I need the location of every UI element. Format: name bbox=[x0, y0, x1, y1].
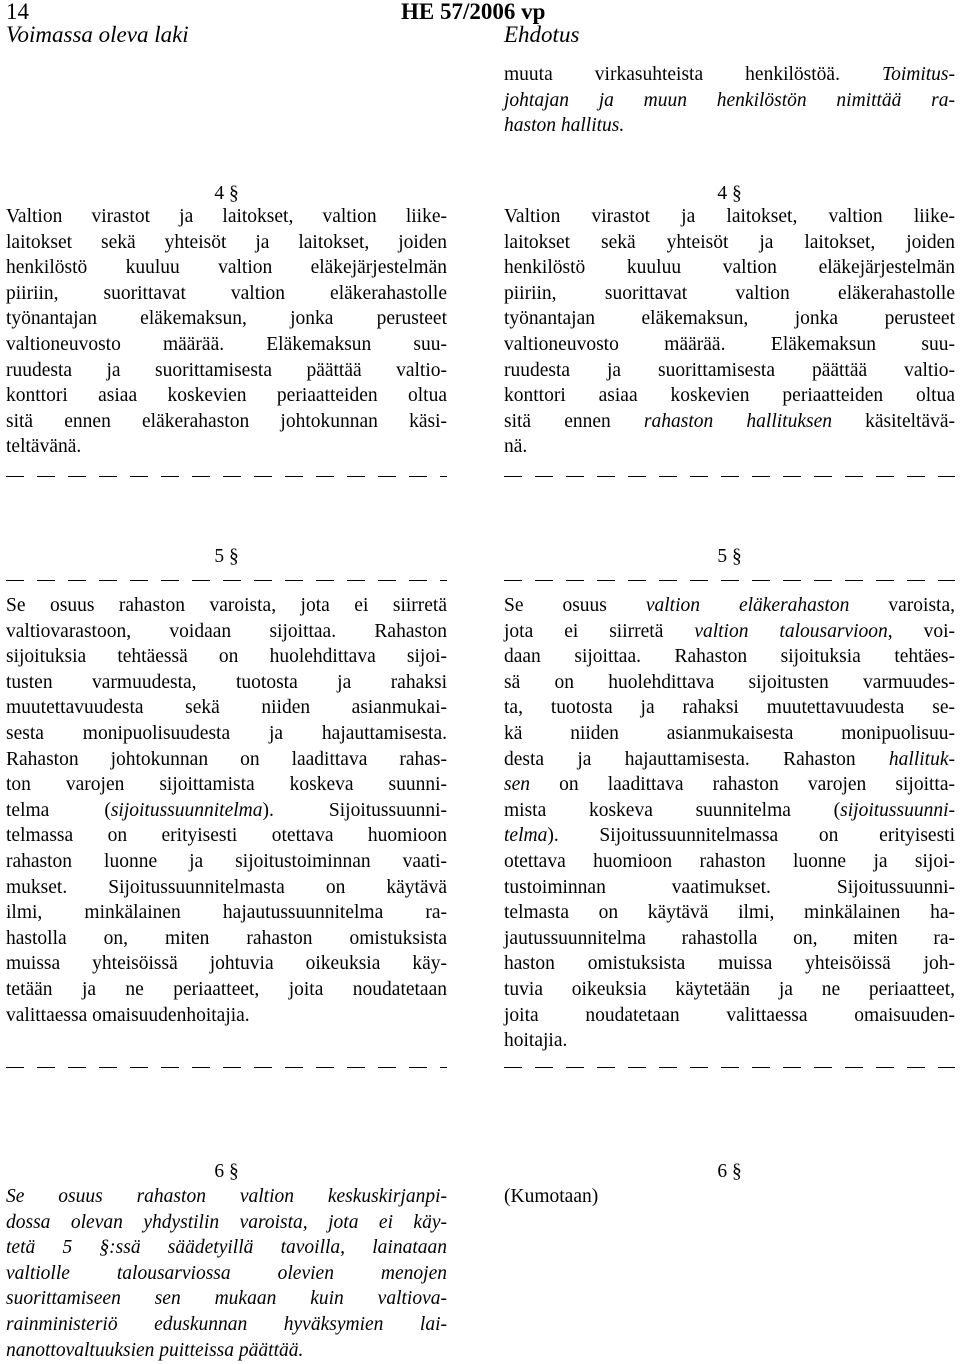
text-segment: ). Sijoitussuunnitelmassa on erityisesti bbox=[547, 825, 955, 847]
text-line bbox=[6, 926, 447, 952]
text-line bbox=[6, 977, 447, 1003]
text-line bbox=[6, 434, 447, 460]
text-line bbox=[6, 383, 447, 409]
text-line bbox=[6, 900, 447, 926]
text-line bbox=[6, 721, 447, 747]
text-segment: otettava huomioon rahaston luonne ja sijoi- bbox=[504, 850, 955, 872]
text-segment: Se osuus rahaston varoista, jota ei siirretä bbox=[6, 595, 447, 616]
document-id: HE 57/2006 vp bbox=[401, 0, 546, 24]
text-segment: Rahaston johtokunnan on laadittava rahas- bbox=[6, 748, 447, 770]
italic-segment: nanottovaltuuksien puitteissa päättää. bbox=[6, 1339, 304, 1361]
text-segment: piiriin, suorittavat valtion eläkerahastolle bbox=[6, 282, 447, 304]
text-line bbox=[6, 747, 447, 773]
text-segment: sitä ennen eläkerahaston johtokunnan käsi- bbox=[6, 410, 447, 432]
text-segment: Valtion virastot ja laitokset, valtion liike- bbox=[504, 206, 955, 227]
text-line bbox=[504, 593, 955, 619]
text-line bbox=[6, 695, 447, 721]
italic-segment: sijoitussuunnitelma bbox=[110, 799, 263, 821]
text-line bbox=[504, 332, 955, 358]
text-segment: valtioneuvosto määrää. Eläkemaksun suu- bbox=[504, 333, 955, 355]
text-segment: muissa yhteisöissä johtuvia oikeuksia käy- bbox=[6, 953, 447, 975]
text-line bbox=[6, 306, 447, 332]
text-segment: valittaessa omaisuudenhoitajia. bbox=[6, 1004, 250, 1026]
italic-segment: suorittamiseen sen mukaan kuin valtiova- bbox=[6, 1288, 447, 1310]
text-line bbox=[504, 1003, 955, 1029]
text-segment: ). Sijoitussuunni- bbox=[262, 799, 447, 821]
text-line bbox=[504, 644, 955, 670]
text-line bbox=[6, 619, 447, 645]
text-line bbox=[504, 670, 955, 696]
text-segment: ilmi, minkälainen hajautussuunnitelma ra- bbox=[6, 902, 447, 924]
text-line bbox=[504, 977, 955, 1003]
section-6-heading-right: 6 § bbox=[717, 1161, 742, 1182]
italic-segment: rahaston hallituksen bbox=[643, 410, 832, 432]
text-segment: kä niiden asianmukaisesta monipuolisuu- bbox=[504, 722, 955, 744]
text-segment: sijoituksia tehtäessä on huolehdittava sijoi- bbox=[6, 646, 447, 668]
section-5-heading-right: 5 § bbox=[717, 546, 742, 567]
text-segment: sitä ennen bbox=[504, 410, 644, 432]
section-4-left-text bbox=[6, 204, 447, 460]
text-line bbox=[504, 772, 955, 798]
text-segment: telmassa on erityisesti otettava huomioon bbox=[6, 825, 447, 847]
text-segment: konttori asiaa koskevien periaatteiden oltua bbox=[6, 385, 447, 407]
text-line bbox=[6, 1312, 447, 1338]
italic-segment: valtiolle talousarviossa olevien menojen bbox=[6, 1262, 447, 1284]
omission-line bbox=[6, 580, 447, 581]
text-segment: tetään ja ne periaatteet, joita noudatetaan bbox=[6, 978, 447, 1000]
text-line bbox=[6, 823, 447, 849]
text-line bbox=[6, 409, 447, 435]
text-line bbox=[6, 644, 447, 670]
italic-segment: sen bbox=[504, 774, 530, 796]
text-line bbox=[6, 255, 447, 281]
text-line bbox=[504, 747, 955, 773]
text-line bbox=[6, 1286, 447, 1312]
text-line bbox=[6, 1338, 447, 1364]
repealed-note: (Kumotaan) bbox=[504, 1186, 599, 1207]
text-line bbox=[504, 204, 955, 230]
text-line bbox=[504, 113, 955, 139]
text-line bbox=[504, 255, 955, 281]
text-line bbox=[504, 383, 955, 409]
text-line bbox=[504, 230, 955, 256]
text-segment: on laadittava rahaston varojen sijoitta- bbox=[530, 774, 955, 796]
text-line bbox=[6, 358, 447, 384]
omission-line bbox=[504, 1067, 955, 1068]
text-line bbox=[504, 409, 955, 435]
text-line bbox=[504, 951, 955, 977]
text-line bbox=[504, 62, 955, 88]
text-segment: jota ei siirretä bbox=[504, 620, 695, 642]
text-segment: sesta monipuolisuudesta ja hajauttamisesta. bbox=[6, 722, 447, 744]
section-4-heading-right: 4 § bbox=[717, 183, 742, 204]
text-line bbox=[6, 772, 447, 798]
text-line bbox=[6, 849, 447, 875]
text-segment: telmasta on käytävä ilmi, minkälainen ha- bbox=[504, 902, 955, 924]
text-line bbox=[504, 434, 955, 460]
text-segment: tusten varmuudesta, tuotosta ja rahaksi bbox=[6, 671, 447, 693]
text-line bbox=[504, 281, 955, 307]
text-segment: ruudesta ja suorittamisesta päättää valtio- bbox=[6, 359, 447, 381]
text-segment: joita noudatetaan valittaessa omaisuuden- bbox=[504, 1004, 955, 1026]
italic-segment: dossa olevan yhdystilin varoista, jota ei käy- bbox=[6, 1211, 447, 1233]
text-segment: , voi- bbox=[887, 620, 956, 642]
omission-line bbox=[6, 476, 447, 477]
section-4-heading-left: 4 § bbox=[214, 183, 239, 204]
text-segment: sä on huolehdittava sijoitusten varmuudes- bbox=[504, 671, 955, 693]
left-column-heading: Voimassa oleva laki bbox=[6, 22, 189, 47]
omission-line bbox=[504, 580, 955, 581]
omission-line bbox=[6, 1067, 447, 1068]
text-segment: muuta virkasuhteista henkilöstöä. bbox=[504, 64, 883, 85]
section-5-left-text bbox=[6, 593, 447, 1028]
italic-segment: telma bbox=[504, 825, 548, 847]
section-4-right-text bbox=[504, 204, 955, 460]
text-segment: työnantajan eläkemaksun, jonka perusteet bbox=[6, 308, 447, 330]
text-segment: jautussuunnitelma rahastolla on, miten ra- bbox=[504, 927, 955, 949]
text-segment: henkilöstö kuuluu valtion eläkejärjestelmän bbox=[504, 257, 955, 279]
text-line bbox=[504, 823, 955, 849]
text-line bbox=[6, 670, 447, 696]
text-line bbox=[504, 798, 955, 824]
text-line bbox=[504, 900, 955, 926]
text-segment: tustoiminnan vaatimukset. Sijoitussuunni- bbox=[504, 876, 955, 898]
text-line bbox=[504, 721, 955, 747]
text-line bbox=[6, 798, 447, 824]
section-5-right-text bbox=[504, 593, 955, 1054]
text-line bbox=[6, 951, 447, 977]
section-6-left-text bbox=[6, 1184, 447, 1363]
text-segment: nä. bbox=[504, 436, 528, 458]
text-segment: valtioneuvosto määrää. Eläkemaksun suu- bbox=[6, 333, 447, 355]
text-line bbox=[6, 875, 447, 901]
text-segment: ton varojen sijoittamista koskeva suunni- bbox=[6, 774, 447, 796]
right-column-heading: Ehdotus bbox=[504, 22, 580, 47]
text-segment: varoista, bbox=[849, 595, 955, 616]
text-line bbox=[504, 88, 955, 114]
text-line bbox=[6, 1184, 447, 1210]
text-line bbox=[504, 695, 955, 721]
text-line bbox=[6, 1210, 447, 1236]
text-segment: daan sijoittaa. Rahaston sijoituksia tehtäes- bbox=[504, 646, 955, 668]
text-line bbox=[6, 230, 447, 256]
italic-segment: hallituk- bbox=[888, 748, 955, 770]
text-segment: konttori asiaa koskevien periaatteiden oltua bbox=[504, 385, 955, 407]
text-segment: hoitajia. bbox=[504, 1030, 568, 1052]
italic-segment: sijoitussuunni- bbox=[840, 799, 955, 821]
text-line bbox=[504, 358, 955, 384]
italic-segment: Toimitus- bbox=[882, 64, 955, 85]
text-segment: mista koskeva suunnitelma ( bbox=[504, 799, 841, 821]
text-segment: Se osuus bbox=[504, 595, 646, 616]
text-line bbox=[6, 204, 447, 230]
text-line bbox=[6, 1003, 447, 1029]
section-6-heading-left: 6 § bbox=[214, 1161, 239, 1182]
text-line bbox=[6, 593, 447, 619]
text-segment: henkilöstö kuuluu valtion eläkejärjestelmän bbox=[6, 257, 447, 279]
text-line bbox=[6, 1235, 447, 1261]
text-segment: Valtion virastot ja laitokset, valtion liike- bbox=[6, 206, 447, 227]
text-segment: työnantajan eläkemaksun, jonka perusteet bbox=[504, 308, 955, 330]
text-segment: ruudesta ja suorittamisesta päättää valtio- bbox=[504, 359, 955, 381]
text-segment: teltävänä. bbox=[6, 436, 82, 458]
text-segment: käsiteltävä- bbox=[831, 410, 955, 432]
text-segment: tuvia oikeuksia käytetään ja ne periaatteet, bbox=[504, 978, 955, 1000]
text-segment: rahaston luonne ja sijoitustoiminnan vaati- bbox=[6, 850, 447, 872]
page-number: 14 bbox=[6, 0, 29, 24]
omission-line bbox=[504, 476, 955, 477]
text-segment: laitokset sekä yhteisöt ja laitokset, joiden bbox=[6, 231, 447, 253]
italic-segment: haston hallitus. bbox=[504, 115, 625, 137]
italic-segment: valtion eläkerahaston bbox=[645, 595, 850, 616]
text-line bbox=[6, 332, 447, 358]
section-5-heading-left: 5 § bbox=[214, 546, 239, 567]
italic-segment: johtajan ja muun henkilöstön nimittää ra- bbox=[504, 89, 955, 111]
italic-segment: tetä 5 §:ssä säädetyillä tavoilla, lainataan bbox=[6, 1237, 447, 1259]
text-line bbox=[504, 619, 955, 645]
text-segment: valtiovarastoon, voidaan sijoittaa. Rahaston bbox=[6, 620, 447, 642]
text-line bbox=[504, 849, 955, 875]
text-line bbox=[6, 281, 447, 307]
text-segment: hastolla on, miten rahaston omistuksista bbox=[6, 927, 447, 949]
text-segment: laitokset sekä yhteisöt ja laitokset, joiden bbox=[504, 231, 955, 253]
text-segment: mukset. Sijoitussuunnitelmasta on käytävä bbox=[6, 876, 447, 898]
text-segment: muutettavuudesta sekä niiden asianmukai- bbox=[6, 697, 447, 719]
text-segment: ta, tuotosta ja rahaksi muutettavuudesta se- bbox=[504, 697, 955, 719]
text-segment: telma ( bbox=[6, 799, 111, 821]
intro-right-text bbox=[504, 62, 955, 139]
italic-segment: rainministeriö eduskunnan hyväksymien lai- bbox=[6, 1313, 447, 1335]
text-line bbox=[504, 875, 955, 901]
text-line bbox=[504, 306, 955, 332]
italic-segment: valtion talousarvioon bbox=[694, 620, 888, 642]
text-line bbox=[504, 926, 955, 952]
italic-segment: Se osuus rahaston valtion keskuskirjanpi- bbox=[6, 1186, 447, 1207]
text-segment: piiriin, suorittavat valtion eläkerahastolle bbox=[504, 282, 955, 304]
text-segment: haston omistuksista muissa yhteisöissä joh- bbox=[504, 953, 955, 975]
text-line bbox=[504, 1028, 955, 1054]
text-line bbox=[6, 1261, 447, 1287]
text-segment: desta ja hajauttamisesta. Rahaston bbox=[504, 748, 889, 770]
